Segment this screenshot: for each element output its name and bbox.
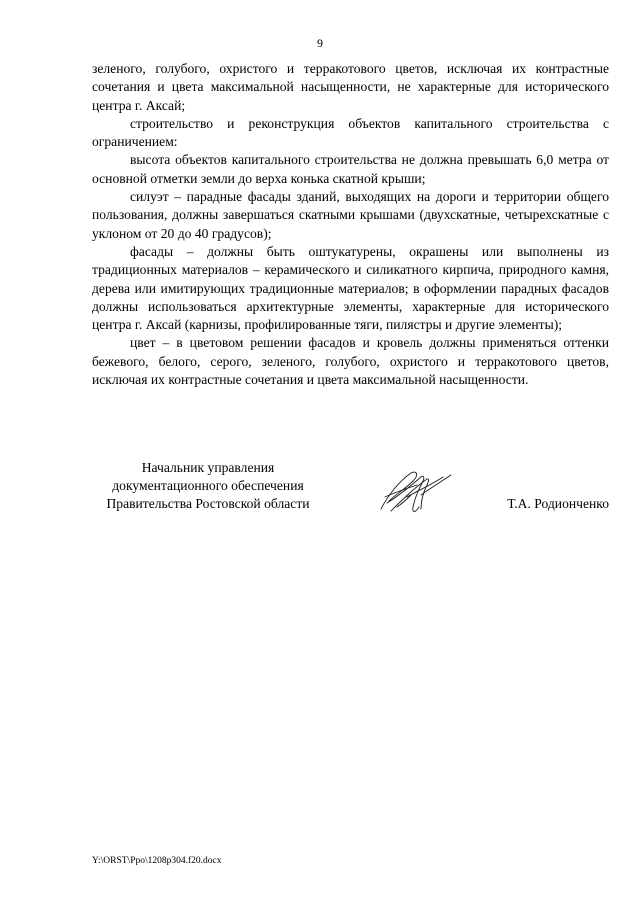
file-path-footer: Y:\ORST\Ppo\1208p304.f20.docx bbox=[92, 856, 222, 866]
paragraph: цвет – в цветовом решении фасадов и кровель должны применяться оттенки бежевого, белого, серого, зеленого, голубого, охристого и терракотового цветов, исключая их контрастные сочетания и цвета максимальной насыщенности. bbox=[92, 335, 609, 388]
paragraph: строительство и реконструкция объектов капитального строительства с ограничением: bbox=[92, 115, 609, 150]
signer-name: Т.А. Родионченко bbox=[507, 496, 609, 511]
paragraph: высота объектов капитального строительства не должна превышать 6,0 метра от основной отметки земли до верха конька скатной крыши; bbox=[92, 152, 609, 186]
signer-position bbox=[92, 459, 324, 513]
signature-block bbox=[92, 459, 609, 519]
signer-position-line: документационного обеспечения bbox=[112, 478, 304, 493]
handwritten-signature bbox=[377, 467, 457, 519]
document-body bbox=[92, 60, 609, 389]
signer-position-line: Начальник управления bbox=[141, 460, 275, 475]
paragraph: фасады – должны быть оштукатурены, окрашены или выполнены из традиционных материалов – керамического и силикатного кирпича, природного камня, дерева или имитирующих традиционные материалов; в оформлении парадных фасадов должны использоваться архитектурные элементы, характерные для исторического центра г. Аксай (карнизы, профилированные тяги, пилястры и другие элементы); bbox=[92, 243, 609, 333]
paragraph: силуэт – парадные фасады зданий, выходящих на дороги и территории общего пользования, должны завершаться скатными крышами (двухскатные, четырехскатные с уклоном от 20 до 40 градусов); bbox=[92, 189, 609, 241]
page-number: 9 bbox=[317, 36, 323, 50]
signer-position-line: Правительства Ростовской области bbox=[106, 496, 310, 511]
paragraph: зеленого, голубого, охристого и терракотового цветов, исключая их контрастные сочетания и цвета максимальной насыщенности, не характерные для исторического центра г. Аксай; bbox=[92, 61, 609, 113]
